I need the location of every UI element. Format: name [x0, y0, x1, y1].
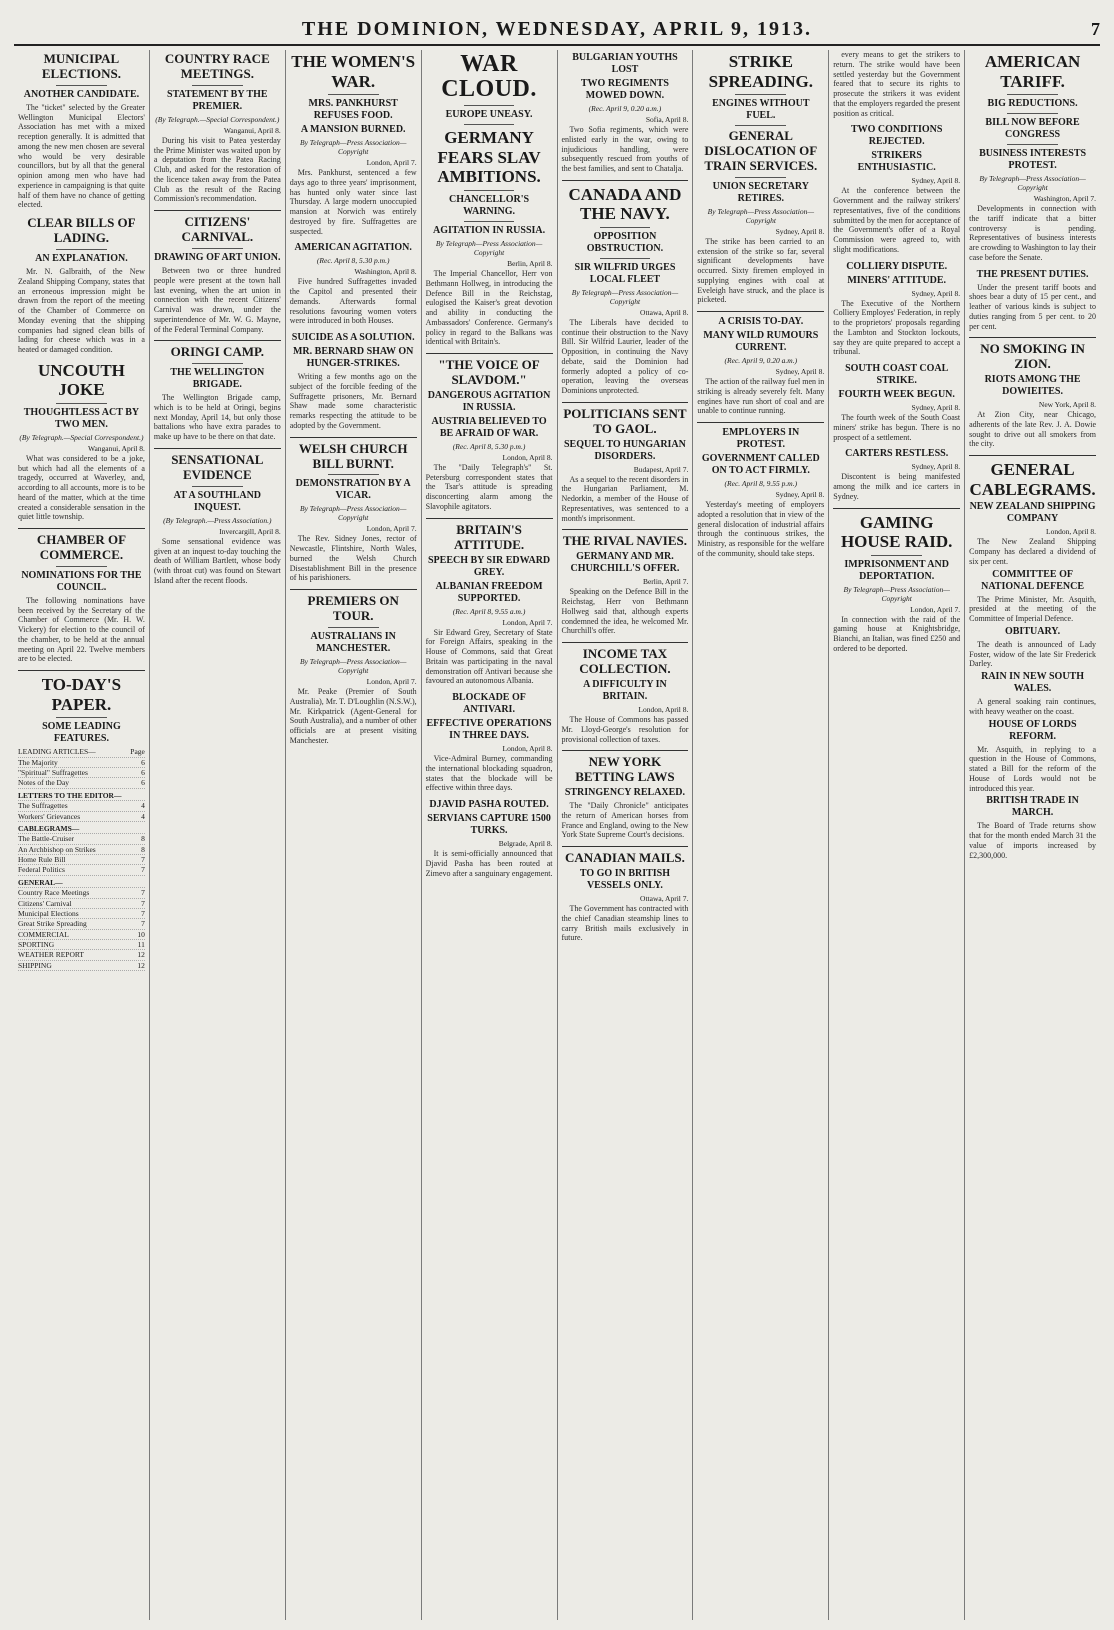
column-5	[557, 50, 693, 1620]
contents-page: 6	[141, 768, 145, 778]
contents-label: LETTERS TO THE EDITOR—	[18, 790, 122, 800]
dateline: Belgrade, April 8.	[498, 839, 553, 849]
subheadline: TWO REGIMENTS MOWED DOWN.	[580, 78, 669, 101]
headline: CANADIAN MAILS.	[564, 850, 685, 866]
contents-page: 4	[141, 811, 145, 821]
dateline: London, April 7.	[366, 158, 417, 168]
byline: (Rec. April 8, 5.30 p.m.)	[316, 256, 390, 266]
dateline: Ottawa, April 8.	[640, 307, 689, 317]
dateline: Berlin, April 7.	[642, 577, 689, 587]
article-body: Between two or three hundred people were present at the town hall last evening, when the art union in connection with the recent Citizens' Carnival was drawn, under the superintendence of Mr. W. G. Mayne, of the Federal Terminal Company.	[153, 266, 281, 334]
article-body: As a sequel to the recent disorders in the Hungarian Parliament, M. Nedorkin, a member of the House of Representatives, was sentenced to a month's imprisonment.	[561, 474, 689, 523]
subheadline: SERVIANS CAPTURE 1500 TURKS.	[427, 813, 551, 837]
subheadline: THOUGHTLESS ACT BY TWO MEN.	[23, 406, 140, 430]
headline: GERMANY FEARS SLAV AMBITIONS.	[437, 128, 541, 187]
article-crisis-to-day	[697, 311, 824, 416]
contents-label: Workers' Grievances	[18, 811, 81, 821]
byline: (By Telegraph.—Special Correspondent.)	[19, 432, 144, 442]
headline: STRIKE SPREADING.	[708, 52, 813, 91]
headline: WELSH CHURCH BILL BURNT.	[298, 440, 408, 471]
article-carters-restless	[833, 448, 960, 501]
contents-page: 11	[137, 940, 145, 950]
headline: ORINGI CAMP.	[170, 344, 265, 360]
dateline: London, April 7.	[910, 604, 961, 614]
dateline: Washington, April 8.	[354, 267, 417, 277]
byline: By Telegraph—Press Association—Copyright	[299, 657, 407, 676]
contents-page	[141, 824, 145, 833]
headline: NEW YORK BETTING LAWS	[575, 754, 675, 785]
dateline: London, April 8.	[1046, 527, 1096, 537]
column-6	[692, 50, 828, 1620]
subheadline: AUSTRIA BELIEVED TO BE AFRAID OF WAR.	[431, 415, 547, 439]
article-body: The Prime Minister, Mr. Asquith, presided at the meeting of the Committee of Imperial Defence.	[969, 594, 1096, 624]
article-britains-attitude	[426, 518, 553, 686]
subheadline: RIOTS AMONG THE DOWIEITES.	[984, 374, 1081, 398]
article-body: Speaking on the Defence Bill in the Reichstag, Herr von Bethmann Hollweg said that, although experts condemned the idea, he welcomed Mr. Churchill's offer.	[561, 587, 689, 636]
dateline: Sydney, April 8.	[911, 176, 961, 186]
subheadline: BRITISH TRADE IN MARCH.	[986, 795, 1079, 819]
dateline: Berlin, April 8.	[507, 259, 553, 269]
masthead-title: THE DOMINION, WEDNESDAY, APRIL 9, 1913.	[301, 18, 813, 40]
subheadline: THE WELLINGTON BRIGADE.	[170, 367, 265, 391]
contents-label: An Archbishop on Strikes	[18, 844, 96, 854]
article-womens-war	[290, 52, 417, 236]
dateline: London, April 8.	[502, 452, 553, 462]
article-war-cloud	[426, 52, 553, 347]
subheadline: GOVERNMENT CALLED ON TO ACT FIRMLY.	[701, 453, 820, 477]
contents-row	[18, 768, 145, 778]
byline: (Rec. April 8, 9.55 a.m.)	[452, 606, 526, 616]
article-politicians-gaol	[562, 402, 689, 524]
headline: "THE VOICE OF SLAVDOM."	[438, 357, 540, 387]
dateline: London, April 7.	[366, 524, 417, 534]
article-body: The "ticket" selected by the Greater Wellington Municipal Electors' Association has met with a mixed reception generally. It is admitted that among the new men chosen are several who would be very desirable councillors, but by all that the general opinion among men who have had experience in campaigning is that quite half of them have no chance of getting elected.	[18, 102, 145, 210]
contents-row	[18, 855, 145, 865]
article-body: The Liberals have decided to continue their obstruction to the Navy Bill. Sir Wilfrid Laurier, leader of the Opposition, in continuing the Navy debate, said the Dominion had formerly adopted a policy of co-operation, leaving the overseas Dominions unprotected.	[561, 317, 689, 396]
article-body: Mrs. Pankhurst, sentenced a few days ago to three years' imprisonment, has hunted only water since last Thursday. A large modern unoccupied mansion at Norwich was entirely destroyed by fire. Suffragettes are suspected.	[289, 168, 417, 236]
subheadline: BUSINESS INTERESTS PROTEST.	[979, 148, 1087, 172]
contents-page: 12	[137, 950, 145, 960]
subheadline: GERMANY AND MR. CHURCHILL'S OFFER.	[570, 551, 680, 575]
headline: BRITAIN'S ATTITUDE.	[453, 521, 525, 552]
contents-label: Great Strike Spreading	[18, 919, 87, 929]
article-betting-laws	[562, 750, 689, 840]
article-body: Mr. N. Galbraith, of the New Zealand Shipping Company, states that an erroneous impression might be drawn from the report of the meeting of the Chamber of Commerce on Monday evening that the shipping companies had signed clean bills of lading for cheese which was in a heated or damaged condition.	[18, 267, 145, 354]
contents-page: 10	[137, 929, 145, 939]
headline: COUNTRY RACE MEETINGS.	[164, 51, 270, 81]
article-sensational-evidence	[154, 448, 281, 586]
article-body: Mr. Asquith, in replying to a question in the House of Commons, stated a Bill for the reform of the House of Lords would not be introduced this year.	[969, 744, 1096, 793]
article-body: Mr. Peake (Premier of South Australia), Mr. T. D'Loughlin (N.S.W.), Mr. Kirkpatrick (Agent-General for South Australia), and a number of other officials are at present visiting Manchester.	[289, 687, 417, 745]
contents-page: 12	[137, 960, 145, 970]
dateline: Invercargill, April 8.	[219, 526, 281, 536]
article-suicide-as-solution	[290, 332, 417, 431]
article-body: The "Daily Telegraph's" St. Petersburg correspondent states that the Tsar's attitude is spreading disconcerting alarm among the Slavophile agitators.	[425, 462, 553, 511]
contents-label: SHIPPING	[18, 960, 52, 970]
subheadline: DJAVID PASHA ROUTED.	[429, 799, 549, 811]
contents-label: LEADING ARTICLES—	[18, 747, 96, 757]
article-body: At the conference between the Government and the railway strikers' representatives, five of the conditions submitted by the men for acceptance of the Government's offer of a Royal Commission were agreed to, with slight modifications.	[833, 186, 961, 254]
contents-label: SPORTING	[18, 940, 55, 950]
article-body: At Zion City, near Chicago, adherents of the late Rev. J. A. Dowie sought to drive out all smokers from the city.	[969, 410, 1096, 449]
article-strike-spreading	[697, 52, 824, 305]
contents-label: Federal Politics	[18, 865, 65, 875]
contents-label: Municipal Elections	[18, 908, 79, 918]
contents-label: WEATHER REPORT	[18, 950, 85, 960]
headline: PREMIERS ON TOUR.	[307, 593, 399, 624]
contents-row	[18, 919, 145, 929]
byline: By Telegraph—Press Association—Copyright	[435, 239, 543, 258]
column-3	[285, 50, 421, 1620]
subheadline: A DIFFICULTY IN BRITAIN.	[583, 679, 667, 703]
article-canadian-mails	[562, 846, 689, 943]
article-income-tax	[562, 642, 689, 744]
subheadline: COMMITTEE OF NATIONAL DEFENCE	[981, 568, 1084, 592]
article-body: The death is announced of Lady Foster, widow of the late Sir Frederick Darley.	[969, 639, 1096, 669]
dateline: Sydney, April 8.	[775, 367, 825, 377]
dateline: London, April 8.	[502, 744, 553, 754]
article-body: Vice-Admiral Burney, commanding the international blockading squadron, states that the blockade will be effective within three days.	[425, 754, 553, 793]
contents-row	[18, 865, 145, 875]
headline: CLEAR BILLS OF LADING.	[27, 215, 136, 246]
contents-page: 6	[141, 757, 145, 767]
article-blockade-antivari	[426, 692, 553, 793]
subheadline: SUICIDE AS A SOLUTION.	[291, 332, 415, 344]
article-body: Developments in connection with the tariff indicate that a bitter controversy is pending. Representatives of business interests are crowding to Washington to lay their case before the Senate.	[969, 204, 1096, 262]
subheadline: OPPOSITION OBSTRUCTION.	[586, 230, 664, 254]
article-body: The fourth week of the South Coast miners' strike has begun. There is no prospect of a settlement.	[833, 413, 961, 442]
contents-page: 7	[141, 888, 145, 898]
column-8	[964, 50, 1100, 1620]
article-chamber-of-commerce	[18, 528, 145, 664]
subheadline: MANY WILD RUMOURS CURRENT.	[703, 330, 819, 354]
article-body: Writing a few months ago on the subject of the forcible feeding of the Suffragette prisoners, Mr. Bernard Shaw made some characteristic remarks respecting the attitude to be adopted by the Government.	[289, 372, 417, 430]
contents-page: Page	[130, 747, 145, 757]
contents-page: 6	[141, 778, 145, 788]
subheadline: MINERS' ATTITUDE.	[847, 274, 947, 286]
article-body: Under the present tariff boots and shoes bear a duty of 15 per cent., and leather of various kinds is subject to duties ranging from 5 per cent. to 20 per cent.	[969, 282, 1096, 331]
contents-row	[18, 758, 145, 768]
article-strike-continued	[833, 50, 960, 118]
article-body: The Government has contracted with the chief Canadian steamship lines to carry British mails exclusively in future.	[561, 904, 689, 943]
subheadline: SEQUEL TO HUNGARIAN DISORDERS.	[563, 438, 686, 462]
byline: (Rec. April 9, 0.20 a.m.)	[588, 104, 662, 113]
subheadline: SPEECH BY SIR EDWARD GREY.	[427, 554, 551, 578]
headline: NO SMOKING IN ZION.	[980, 341, 1085, 372]
article-general-cablegrams	[969, 455, 1096, 860]
headline: MUNICIPAL ELECTIONS.	[41, 51, 121, 81]
article-citizens-carnival	[154, 210, 281, 334]
article-gaming-house-raid	[833, 508, 960, 654]
dateline: Wanganui, April 8.	[87, 443, 145, 453]
contents-page	[141, 878, 145, 887]
dateline: Sydney, April 8.	[911, 462, 961, 472]
article-body: Some sensational evidence was given at an inquest to-day touching the death of William Bartlett, whose body (with throat cut) was found on Stewart Island after the recent floods.	[153, 536, 281, 585]
headline: TO-DAY'S PAPER.	[41, 675, 122, 714]
article-body: Five hundred Suffragettes invaded the Capitol and presented their demands. Afterwards formal resolutions favouring women voters were introduced in both Houses.	[289, 277, 417, 326]
headline: THE RIVAL NAVIES.	[562, 533, 688, 549]
subheadline: STRINGENCY RELAXED.	[564, 787, 686, 799]
contents-page: 8	[141, 834, 145, 844]
contents-row	[18, 940, 145, 950]
column-1	[14, 50, 149, 1620]
subheadline: ANOTHER CANDIDATE.	[23, 88, 140, 100]
article-body: The action of the railway fuel men in striking is already severely felt. Many engines have run short of coal and are unable to continue running.	[697, 377, 825, 416]
article-municipal-elections	[18, 52, 145, 210]
subheadline: OBITUARY.	[1004, 625, 1061, 637]
subheadline: THE PRESENT DUTIES.	[976, 268, 1089, 280]
article-voice-of-slavdom	[426, 353, 553, 512]
article-body: every means to get the strikers to return. The strike would have been settled yesterday but the Government feared that to secure its rights to prosecute the strikers it was evident that the employers regarded the present position as critical.	[833, 50, 961, 118]
contents-page: 7	[141, 865, 145, 875]
article-body: The following nominations have been received by the Secretary of the Chamber of Commerce (Mr. H. W. Vickery) for election to the council of the chamber, to be held at the annual meeting on April 22. Twelve members are to be elected.	[18, 595, 145, 664]
subheadline: AGITATION IN RUSSIA.	[432, 225, 546, 237]
headline: GENERAL CABLEGRAMS.	[969, 460, 1096, 499]
subheadline: A MANSION BURNED.	[300, 124, 406, 136]
contents-row	[18, 961, 145, 971]
column-7	[828, 50, 964, 1620]
article-canada-navy	[562, 180, 689, 396]
article-premiers-on-tour	[290, 589, 417, 745]
article-bulgarian-youths	[562, 52, 689, 174]
subheadline: CHANCELLOR'S WARNING.	[449, 194, 530, 218]
dateline: London, April 7.	[366, 677, 417, 687]
contents-row	[18, 778, 145, 788]
headline: CANADA AND THE NAVY.	[568, 184, 682, 224]
contents-page: 7	[141, 919, 145, 929]
contents-label: GENERAL—	[18, 877, 63, 887]
subheadline: NOMINATIONS FOR THE COUNCIL.	[21, 569, 142, 593]
masthead	[14, 18, 1100, 46]
contents-label: Notes of the Day	[18, 778, 70, 788]
subheadline: DEMONSTRATION BY A VICAR.	[295, 478, 411, 502]
headline: UNCOUTH JOKE	[37, 360, 125, 400]
headline: WAR CLOUD.	[441, 51, 537, 103]
contents-row	[18, 824, 145, 834]
contents-label: CABLEGRAMS—	[18, 823, 80, 833]
subheadline: AUSTRALIANS IN MANCHESTER.	[310, 631, 396, 655]
column-4	[421, 50, 557, 1620]
article-body: In connection with the raid of the gaming house at Knightsbridge, Bianchi, an Italian, was fined £250 and ordered to be deported.	[833, 614, 961, 653]
contents-page: 7	[141, 908, 145, 918]
article-uncouth-joke	[18, 361, 145, 522]
dateline: Sydney, April 8.	[775, 490, 825, 500]
dateline: Sofia, April 8.	[645, 115, 689, 124]
subheadline: BILL NOW BEFORE CONGRESS	[985, 117, 1080, 141]
article-djavid-pasha	[426, 799, 553, 878]
headline: POLITICIANS SENT TO GAOL.	[563, 405, 687, 436]
contents-label: The Suffragettes	[18, 801, 68, 811]
subheadline: MRS. PANKHURST REFUSES FOOD.	[308, 98, 398, 122]
dateline: London, April 8.	[638, 705, 689, 715]
subheadline: RAIN IN NEW SOUTH WALES.	[981, 671, 1084, 695]
article-body: The Wellington Brigade camp, which is to be held at Oringi, begins next Monday, April 14, but only those battalions who have extra parades to make up have to be there on that date.	[153, 393, 281, 442]
article-colliery-dispute	[833, 261, 960, 358]
subheadline: NEW ZEALAND SHIPPING COMPANY	[969, 501, 1096, 525]
contents-row	[18, 801, 145, 811]
subheadline: STRIKERS ENTHUSIASTIC.	[857, 150, 936, 174]
headline: CHAMBER OF COMMERCE.	[36, 532, 127, 563]
subheadline: EUROPE UNEASY.	[445, 109, 533, 121]
article-body: Yesterday's meeting of employers adopted a resolution that in view of the general dislocation of industrial affairs through the continuous strikes, the Ministry, as responsible for the welfare of the community, should take steps.	[697, 500, 825, 558]
subheadline: BIG REDUCTIONS.	[987, 98, 1078, 110]
contents-row	[18, 791, 145, 801]
byline: By Telegraph—Press Association—Copyright	[299, 138, 407, 157]
article-body: Discontent is being manifested among the milk and ice carters in Sydney.	[833, 472, 961, 501]
subheadline: BULGARIAN YOUTHS LOST	[572, 52, 678, 75]
contents-row	[18, 878, 145, 888]
article-body: It is semi-officially announced that Djavid Pasha has been routed at Zimevo after a sanguinary engagement.	[425, 849, 553, 878]
subheadline: MR. BERNARD SHAW ON HUNGER-STRIKES.	[292, 346, 414, 370]
subheadline: A CRISIS TO-DAY.	[718, 316, 804, 328]
byline: By Telegraph—Press Association—Copyright	[979, 174, 1086, 193]
byline: By Telegraph—Press Association—Copyright	[707, 206, 815, 225]
headline: INCOME TAX COLLECTION.	[579, 646, 671, 677]
dateline: Sydney, April 8.	[911, 288, 961, 298]
article-two-conditions	[833, 124, 960, 254]
article-body: A general soaking rain continues, with heavy weather on the coast.	[969, 697, 1096, 716]
subheadline: DRAWING OF ART UNION.	[154, 252, 281, 263]
contents-page	[141, 791, 145, 800]
byline: (Rec. April 8, 9.55 p.m.)	[724, 479, 798, 489]
dateline: Budapest, April 7.	[633, 464, 689, 474]
headline: CITIZENS' CARNIVAL.	[181, 214, 254, 245]
todays-paper-index	[18, 670, 145, 971]
article-country-race-meetings	[154, 52, 281, 204]
contents-row	[18, 909, 145, 919]
byline: (Rec. April 9, 0.20 a.m.)	[724, 356, 798, 366]
dateline: Sydney, April 8.	[775, 226, 825, 236]
article-body: The "Daily Chronicle" anticipates the return of American horses from France and England, owing to the New York State Supreme Court's decisions.	[561, 801, 689, 840]
columns	[14, 50, 1100, 1620]
subheadline: TO GO IN BRITISH VESSELS ONLY.	[579, 868, 670, 892]
subheadline: SIR WILFRID URGES LOCAL FLEET	[574, 261, 676, 285]
byline: By Telegraph—Press Association—Copyright	[571, 287, 679, 306]
subheadline: FOURTH WEEK BEGUN.	[838, 389, 955, 400]
article-present-duties	[969, 269, 1096, 332]
contents-row	[18, 747, 145, 757]
subheadline: AMERICAN AGITATION.	[294, 242, 412, 254]
contents-list	[18, 747, 145, 971]
subheadline: AN EXPLANATION.	[35, 253, 128, 264]
article-no-smoking-zion	[969, 337, 1096, 449]
article-body: During his visit to Patea yesterday the Prime Minister was waited upon by a deputation from the Patea Racing Club, and asked for the restoration of the licence taken away from the Patea Club as the result of the Racing Commission's recommendation.	[153, 135, 281, 204]
article-employers-protest	[697, 422, 824, 559]
article-body: The Executive of the Northern Colliery Employes' Federation, in reply to the proprietors' proposals regarding the Lambton and Stockton lockouts, say they are quite prepared to accept a tribunal.	[833, 298, 961, 357]
subheadline: SOME LEADING FEATURES.	[42, 721, 121, 745]
contents-label: Citizens' Carnival	[18, 898, 72, 908]
subheadline: COLLIERY DISPUTE.	[846, 260, 948, 272]
dateline: Washington, April 7.	[1033, 194, 1096, 204]
contents-label: Home Rule Bill	[18, 855, 66, 865]
subheadline: UNION SECRETARY RETIRES.	[712, 180, 810, 204]
headline: AMERICAN TARIFF.	[984, 52, 1081, 91]
article-body: The Imperial Chancellor, Herr von Bethmann Hollweg, in introducing the Defence Bill in the Reichstag, eulogised the Kaiser's great devotion and ability in conducting the Ambassadors' Conference. Germany's policy in regard to the Balkans was identical with Britain's.	[425, 269, 553, 347]
subheadline: HOUSE OF LORDS REFORM.	[988, 718, 1077, 742]
contents-page: 7	[141, 855, 145, 865]
contents-label: The Majority	[18, 757, 58, 767]
subheadline: ENGINES WITHOUT FUEL.	[712, 98, 810, 122]
dateline: Wanganui, April 8.	[223, 125, 281, 135]
article-oringi-camp	[154, 340, 281, 442]
byline: By Telegraph—Press Association—Copyright	[299, 504, 407, 523]
article-body: The Rev. Sidney Jones, rector of Newcastle, Flintshire, North Wales, burned the Welsh Church Disestablishment Bill in the presence of his parishioners.	[289, 534, 417, 583]
article-body: The Board of Trade returns show that for the month ended March 31 the value of imports increased by £2,300,000.	[969, 821, 1096, 860]
article-body: The House of Commons has passed Mr. Lloyd-George's resolution for provisional collection of taxes.	[561, 715, 689, 744]
contents-label: "Spiritual" Suffragettes	[18, 768, 88, 778]
dateline: New York, April 8.	[1038, 400, 1096, 410]
contents-row	[18, 950, 145, 960]
contents-label: The Battle-Cruiser	[18, 834, 75, 844]
contents-row	[18, 812, 145, 822]
subheadline: EFFECTIVE OPERATIONS IN THREE DAYS.	[426, 718, 552, 742]
subheadline: EMPLOYERS IN PROTEST.	[722, 427, 800, 451]
byline: By Telegraph—Press Association—Copyright	[843, 584, 950, 603]
article-clear-bills	[18, 216, 145, 355]
subheadline: DANGEROUS AGITATION IN RUSSIA.	[427, 389, 551, 413]
article-american-tariff	[969, 52, 1096, 263]
page-number: 7	[1091, 19, 1100, 39]
subheadline: IMPRISONMENT AND DEPORTATION.	[844, 558, 949, 582]
contents-row	[18, 899, 145, 909]
headline: GENERAL DISLOCATION OF TRAIN SERVICES.	[704, 128, 818, 173]
subheadline: SOUTH COAST COAL STRIKE.	[845, 363, 949, 386]
contents-row	[18, 930, 145, 940]
article-body: The strike has been carried to an extension of the strike so far, several significant developments have occurred. Sixty firemen employed in supplying engines with coal at Eveleigh have struck, and the place is picketed.	[697, 236, 825, 305]
contents-row	[18, 888, 145, 898]
article-body: The New Zealand Shipping Company has declared a dividend of six per cent.	[969, 537, 1096, 566]
subheadline: STATEMENT BY THE PREMIER.	[167, 88, 268, 112]
byline: (By Telegraph.—Special Correspondent.)	[155, 114, 280, 124]
headline: SENSATIONAL EVIDENCE	[171, 451, 264, 482]
contents-row	[18, 834, 145, 844]
subheadline: TWO CONDITIONS REJECTED.	[850, 124, 943, 148]
contents-label: Country Race Meetings	[18, 888, 90, 898]
headline: GAMING HOUSE RAID.	[840, 512, 953, 552]
article-south-coast-strike	[833, 363, 960, 442]
article-body: Two Sofia regiments, which were enlisted early in the war, owing to injudicious handling, were subsequently rescued from youths of the best families, and sent to Chatalja.	[561, 125, 689, 173]
contents-label: COMMERCIAL	[18, 929, 69, 939]
article-body: What was considered to be a joke, but which had all the elements of a tragedy, occurred at Waverley, and, according to all accounts, more is to be heard of the matter, which at the time created a considerable sensation in the quiet little township.	[18, 453, 145, 522]
subheadline: BLOCKADE OF ANTIVARI.	[452, 692, 526, 716]
contents-page: 8	[141, 844, 145, 854]
contents-row	[18, 845, 145, 855]
article-american-agitation	[290, 242, 417, 326]
subheadline: AT A SOUTHLAND INQUEST.	[173, 489, 262, 513]
dateline: Ottawa, April 7.	[640, 894, 689, 904]
headline: THE WOMEN'S WAR.	[291, 52, 416, 91]
contents-page: 7	[141, 898, 145, 908]
dateline: London, April 7.	[502, 617, 553, 627]
byline: (By Telegraph.—Press Association.)	[163, 515, 272, 525]
byline: (Rec. April 8, 5.30 p.m.)	[452, 441, 526, 451]
article-rival-navies	[562, 529, 689, 636]
article-body: Sir Edward Grey, Secretary of State for Foreign Affairs, speaking in the House of Commons, said that Great Britain was participating in the naval demonstration off Antivari because she favoured an autonomous Albania.	[425, 627, 553, 686]
contents-page: 4	[141, 801, 145, 811]
column-2	[149, 50, 285, 1620]
subheadline: ALBANIAN FREEDOM SUPPORTED.	[435, 580, 543, 604]
article-welsh-church-bill	[290, 437, 417, 584]
dateline: Sydney, April 8.	[911, 403, 961, 412]
subheadline: CARTERS RESTLESS.	[845, 448, 949, 460]
